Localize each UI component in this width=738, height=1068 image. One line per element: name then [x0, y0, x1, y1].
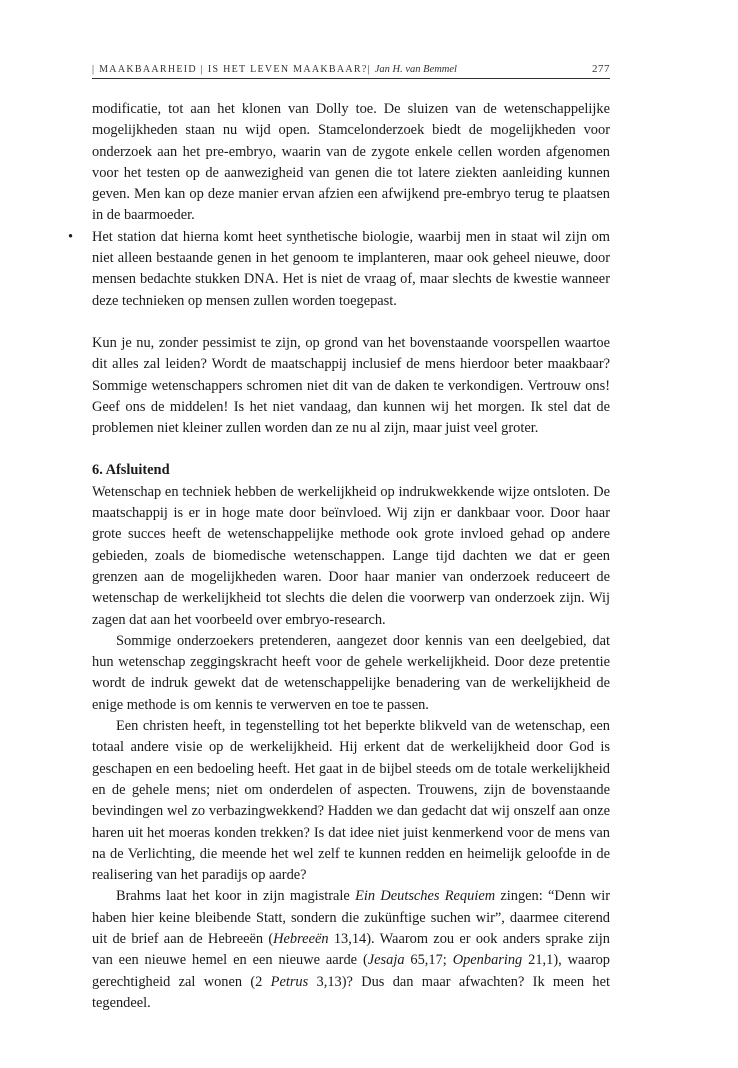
bullet-marker: •	[68, 228, 74, 245]
text-run: 65,17;	[404, 952, 453, 969]
section-heading: 6. Afsluitend	[92, 462, 170, 479]
text-run: zingen: “Denn wir haben hier keine bleibende Statt, sondern die zukünftige suchen wir”, daarmee citerend uit de brief aan de Hebreeën (	[92, 888, 611, 947]
running-head-author: Jan H. van Bemmel	[374, 64, 457, 75]
paragraph-gap	[92, 312, 610, 333]
text-run: 13,14). Waarom zou er ook anders sprake zijn van een nieuwe hemel en een nieuwe aarde (	[92, 930, 610, 969]
bullet-item	[68, 227, 610, 312]
bullet-text: Het station dat hierna komt heet synthetische biologie, waarbij men in staat wil zijn om niet alleen bestaande genen in het genoom te implanteren, maar ook geheel nieuwe, door mensen bedachte stukken DNA. Het is niet de vraag of, maar slechts de kwestie wanneer deze technieken op mensen zullen worden toegepast.	[92, 228, 610, 309]
italic-ref-hebreeen: Hebreeën	[273, 930, 329, 947]
italic-ref-petrus: Petrus	[270, 973, 309, 990]
section-paragraph-2: Sommige onderzoekers pretenderen, aangezet door kennis van een deelgebied, dat hun wetenschap zeggingskracht heeft voor de gehele werkelijkheid. Door deze pretentie wordt de indruk gewekt dat de wetenschappelijke benadering van de werkelijkheid de enige methode is om kennis te verwerven en toe te passen.	[92, 632, 610, 713]
paragraph-gap	[92, 439, 610, 460]
paragraph-prediction: Kun je nu, zonder pessimist te zijn, op grond van het bovenstaande voorspellen waartoe dit alles zal leiden? Wordt de maatschappij inclusief de mens hierdoor beter maakbaar? Sommige wetenschappers schromen niet dit van de daken te verkondigen. Vertrouw ons! Geef ons de middelen! Is het niet vandaag, dan kunnen wij het morgen. Ik stel dat de problemen niet kleiner zullen worden dan ze nu al zijn, maar juist veel groter.	[92, 334, 610, 437]
section-paragraph-3: Een christen heeft, in tegenstelling tot het beperkte blikveld van de wetenschap, een totaal andere visie op de werkelijkheid. Hij erkent dat de werkelijkheid door God is geschapen en een bedoeling heeft. Het gaat in de bijbel steeds om de totale werkelijkheid en de gehele mens; niet om onderdelen of aspecten. Trouwens, zijn de bovenstaande bevindingen wel zo verbazingwekkend? Hadden we dan gedacht dat wij onszelf aan onze haren uit het moeras konden trekken? Is dat idee niet juist kenmerkend voor de mens van na de Verlichting, die meende het wel zelf te kunnen redden en heimelijk geloofde in de realisering van het paradijs op aarde?	[92, 718, 610, 884]
italic-title-requiem: Ein Deutsches Requiem	[355, 888, 496, 905]
italic-ref-openbaring: Openbaring	[452, 952, 523, 969]
running-head-title	[92, 64, 457, 75]
text-run: Brahms laat het koor in zijn magistrale	[116, 888, 356, 905]
text-run: 21,1), waarop gerechtigheid zal wonen (2	[92, 952, 610, 990]
running-head-section: | MAAKBAARHEID | IS HET LEVEN MAAKBAAR?|	[92, 64, 371, 75]
text-run: 3,13)? Dus dan maar afwachten? Ik meen het tegendeel.	[92, 973, 610, 1011]
section-paragraph-4	[92, 886, 610, 1014]
page-number: 277	[592, 63, 610, 75]
italic-ref-jesaja: Jesaja	[367, 952, 405, 969]
running-head	[92, 62, 610, 79]
section-paragraph-1: Wetenschap en techniek hebben de werkelijkheid op indrukwekkende wijze ontsloten. De maatschappij is er in hoge mate door beïnvloed. Wij zijn er dankbaar voor. Door haar grote succes heeft de wetenschappelijke methode ook grote invloed gehad op andere gebieden, zoals de biomedische wetenschappen. Lange tijd dachten we dat er geen grenzen aan de mogelijkheden waren. Door haar manier van onderzoek reduceert de wetenschap de werkelijkheid tot slechts die delen die voorwerp van onderzoek zijn. Wij zagen dat aan het voorbeeld over embryo-research.	[92, 483, 610, 628]
continued-bullet-text: modificatie, tot aan het klonen van Dolly toe. De sluizen van de wetenschappelijke mogelijkheden staan nu wijd open. Stamcelonderzoek biedt de mogelijkheden voor onderzoek aan het pre-embryo, waarin van de zygote enkele cellen worden afgenomen voor het testen op de aanwezigheid van genen die tot latere ziekten aanleiding kunnen geven. Men kan op deze manier ervan afzien een afwijkend pre-embryo terug te plaatsen in de baarmoeder.	[92, 101, 610, 224]
body-text	[68, 99, 611, 1014]
